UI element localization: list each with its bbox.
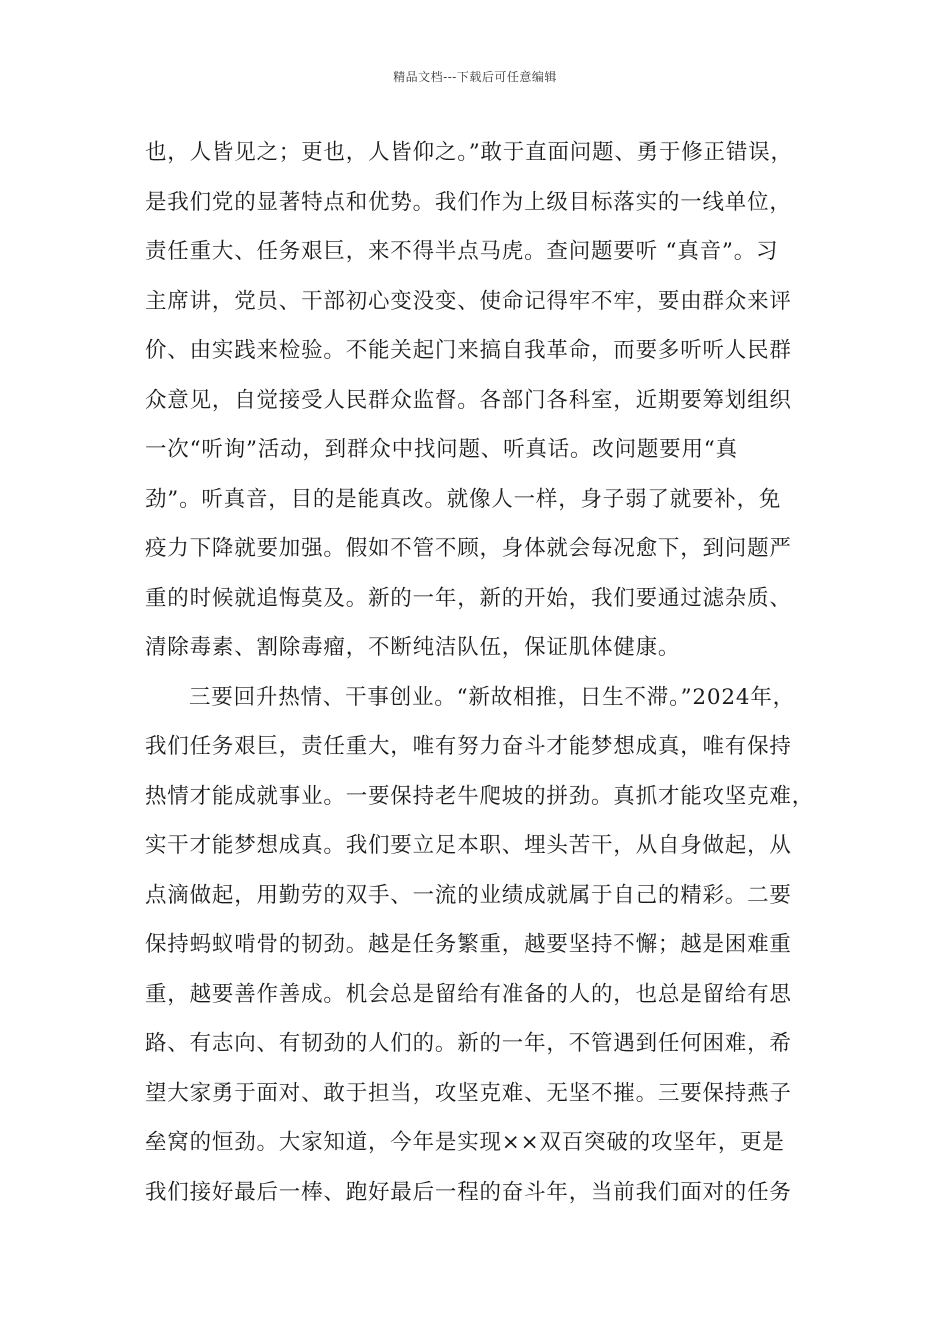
page-header: 精品文档---下载后可任意编辑: [393, 70, 557, 84]
text-line: 劲”。听真音，目的是能真改。就像人一样，身子弱了就要补，免: [145, 486, 782, 512]
text-line: 清除毒素、割除毒瘤，不断纯洁队伍，保证肌体健康。: [145, 635, 681, 660]
text-line: 重的时候就追悔莫及。新的一年，新的开始，我们要通过滤杂质、: [145, 585, 792, 611]
text-line: 实干才能梦想成真。我们要立足本职、埋头苦干，从自身做起，从: [145, 833, 792, 858]
text-line: 热情才能成就事业。一要保持老牛爬坡的拼劲。真抓才能攻坚克难，: [145, 783, 815, 809]
text-line: 我们任务艰巨，责任重大，唯有努力奋斗才能梦想成真，唯有保持: [145, 734, 792, 759]
text-line: 垒窝的恒劲。大家知道，今年是实现××双百突破的攻坚年，更是: [145, 1130, 785, 1155]
text-line: 一次“听询”活动，到群众中找问题、听真话。改问题要用“真: [145, 437, 738, 462]
text-line: 主席讲，党员、干部初心变没变、使命记得牢不牢，要由群众来评: [145, 288, 792, 314]
text-line: 点滴做起，用勤劳的双手、一流的业绩成就属于自己的精彩。二要: [145, 882, 792, 908]
text-line: 疫力下降就要加强。假如不管不顾，身体就会每况愈下，到问题严: [145, 536, 792, 561]
text-line: 价、由实践来检验。不能关起门来搞自我革命，而要多听听人民群: [145, 338, 792, 363]
document-body: [145, 128, 825, 1217]
text-line: 望大家勇于面对、敢于担当，攻坚克难、无坚不摧。三要保持燕子: [145, 1080, 792, 1106]
text-line: 重，越要善作善成。机会总是留给有准备的人的，也总是留给有思: [145, 981, 792, 1007]
text-line: 众意见，自觉接受人民群众监督。各部门各科室，近期要筹划组织: [145, 387, 792, 413]
text-line: 保持蚂蚁啃骨的韧劲。越是任务繁重，越要坚持不懈；越是困难重: [145, 932, 792, 957]
text-line: 路、有志向、有韧劲的人们的。新的一年，不管遇到任何困难，希: [145, 1031, 792, 1056]
paragraph-start-line: 三要回升热情、干事创业。“新故相推，日生不滞。”2024年，: [189, 684, 795, 710]
text-line: 我们接好最后一棒、跑好最后一程的奋斗年，当前我们面对的任务: [145, 1179, 792, 1205]
text-line: 是我们党的显著特点和优势。我们作为上级目标落实的一线单位，: [145, 189, 792, 215]
text-line: 也，人皆见之；更也，人皆仰之。”敢于直面问题、勇于修正错误，: [145, 140, 793, 165]
text-line: 责任重大、任务艰巨，来不得半点马虎。查问题要听 “真音”。习: [145, 239, 779, 264]
